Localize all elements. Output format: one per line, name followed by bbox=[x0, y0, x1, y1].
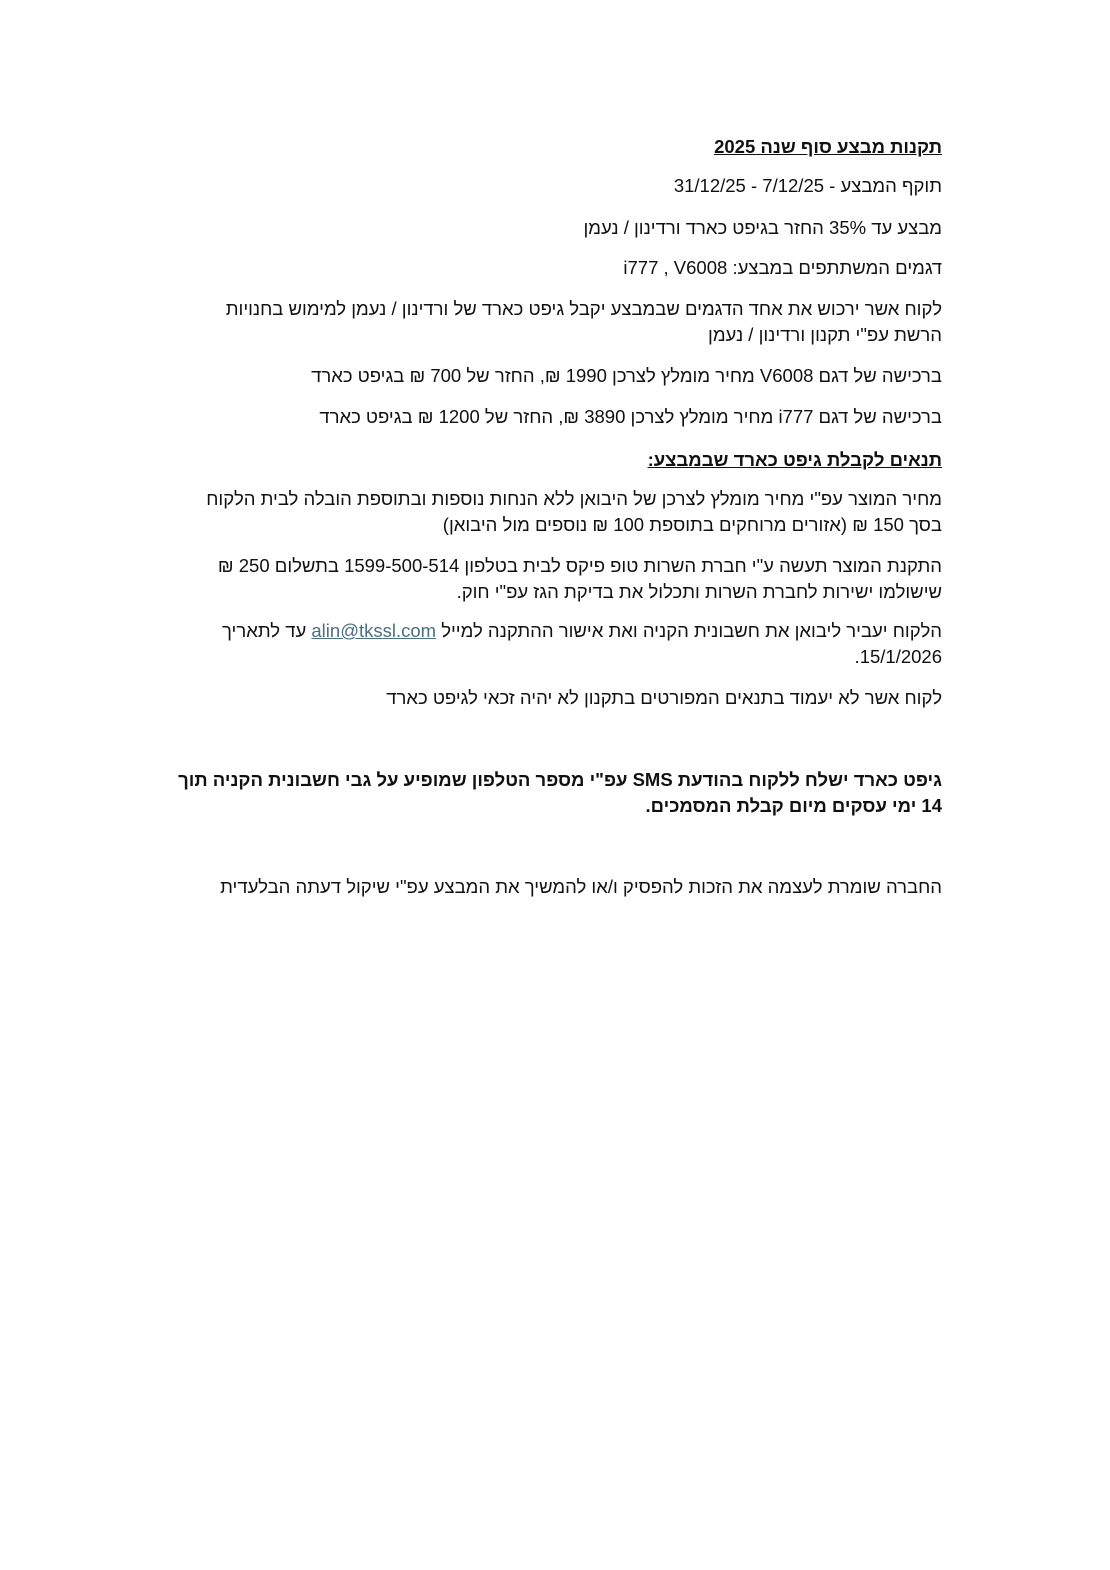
text-line: שישולמו ישירות לחברת השרות ותכלול את בדיקת הגז עפ"י חוק. bbox=[456, 580, 942, 602]
install-paragraph bbox=[218, 553, 942, 604]
document-title: תקנות מבצע סוף שנה 2025 bbox=[714, 136, 942, 157]
conditions-heading: תנאים לקבלת גיפט כארד שבמבצע: bbox=[647, 449, 942, 470]
sms-paragraph bbox=[178, 767, 942, 818]
text-line: מחיר המוצר עפ"י מחיר מומלץ לצרכן של היבואן ללא הנחות נוספות ובתוספת הובלה לבית הלקוח bbox=[206, 488, 942, 509]
email-link[interactable]: alin@tkssl.com bbox=[311, 620, 437, 641]
i777-text: ברכישה של דגם i777 מחיר מומלץ לצרכן 3890 ₪, החזר של 1200 ₪ בגיפט כארד bbox=[319, 406, 942, 427]
invoice-paragraph bbox=[222, 618, 942, 669]
not-eligible-text: לקוח אשר לא יעמוד בתנאים המפורטים בתקנון לא יהיה זכאי לגיפט כארד bbox=[386, 687, 942, 708]
text-line: התקנת המוצר תעשה ע"י חברת השרות טופ פיקס לבית בטלפון 1599-500-514 בתשלום 250 ₪ bbox=[217, 555, 942, 576]
text-line: גיפט כארד ישלח ללקוח בהודעת SMS עפ"י מספר הטלפון שמופיע על גבי חשבונית הקניה תוך bbox=[178, 769, 942, 790]
validity-text: תוקף המבצע - 7/12/25 - 31/12/25 bbox=[673, 175, 942, 196]
models-text: דגמים המשתתפים במבצע: i777 , V6008 bbox=[623, 257, 942, 278]
text-line: 14 ימי עסקים מיום קבלת המסמכים. bbox=[645, 794, 942, 816]
text-line: לקוח אשר ירכוש את אחד הדגמים שבמבצע יקבל גיפט כארד של ורדינון / נעמן למימוש בחנויות bbox=[225, 298, 942, 319]
offer-text: מבצע עד 35% החזר בגיפט כארד ורדינון / נעמן bbox=[583, 217, 942, 238]
text: הלקוח יעביר ליבואן את חשבונית הקניה ואת אישור ההתקנה למייל bbox=[436, 620, 942, 641]
text: עד לתאריך bbox=[222, 620, 312, 641]
customer-paragraph bbox=[226, 296, 942, 347]
text-line: הרשת עפ"י תקנון ורדינון / נעמן bbox=[708, 323, 942, 345]
reserve-text: החברה שומרת לעצמה את הזכות להפסיק ו/או להמשיך את המבצע עפ"י שיקול דעתה הבלעדית bbox=[220, 876, 942, 897]
text-line: בסך 150 ₪ (אזורים מרוחקים בתוספת 100 ₪ נוספים מול היבואן) bbox=[442, 513, 942, 535]
text-line: 15/1/2026. bbox=[854, 645, 942, 667]
v6008-text: ברכישה של דגם V6008 מחיר מומלץ לצרכן 1990 ₪, החזר של 700 ₪ בגיפט כארד bbox=[311, 365, 942, 386]
price-paragraph bbox=[206, 486, 942, 537]
